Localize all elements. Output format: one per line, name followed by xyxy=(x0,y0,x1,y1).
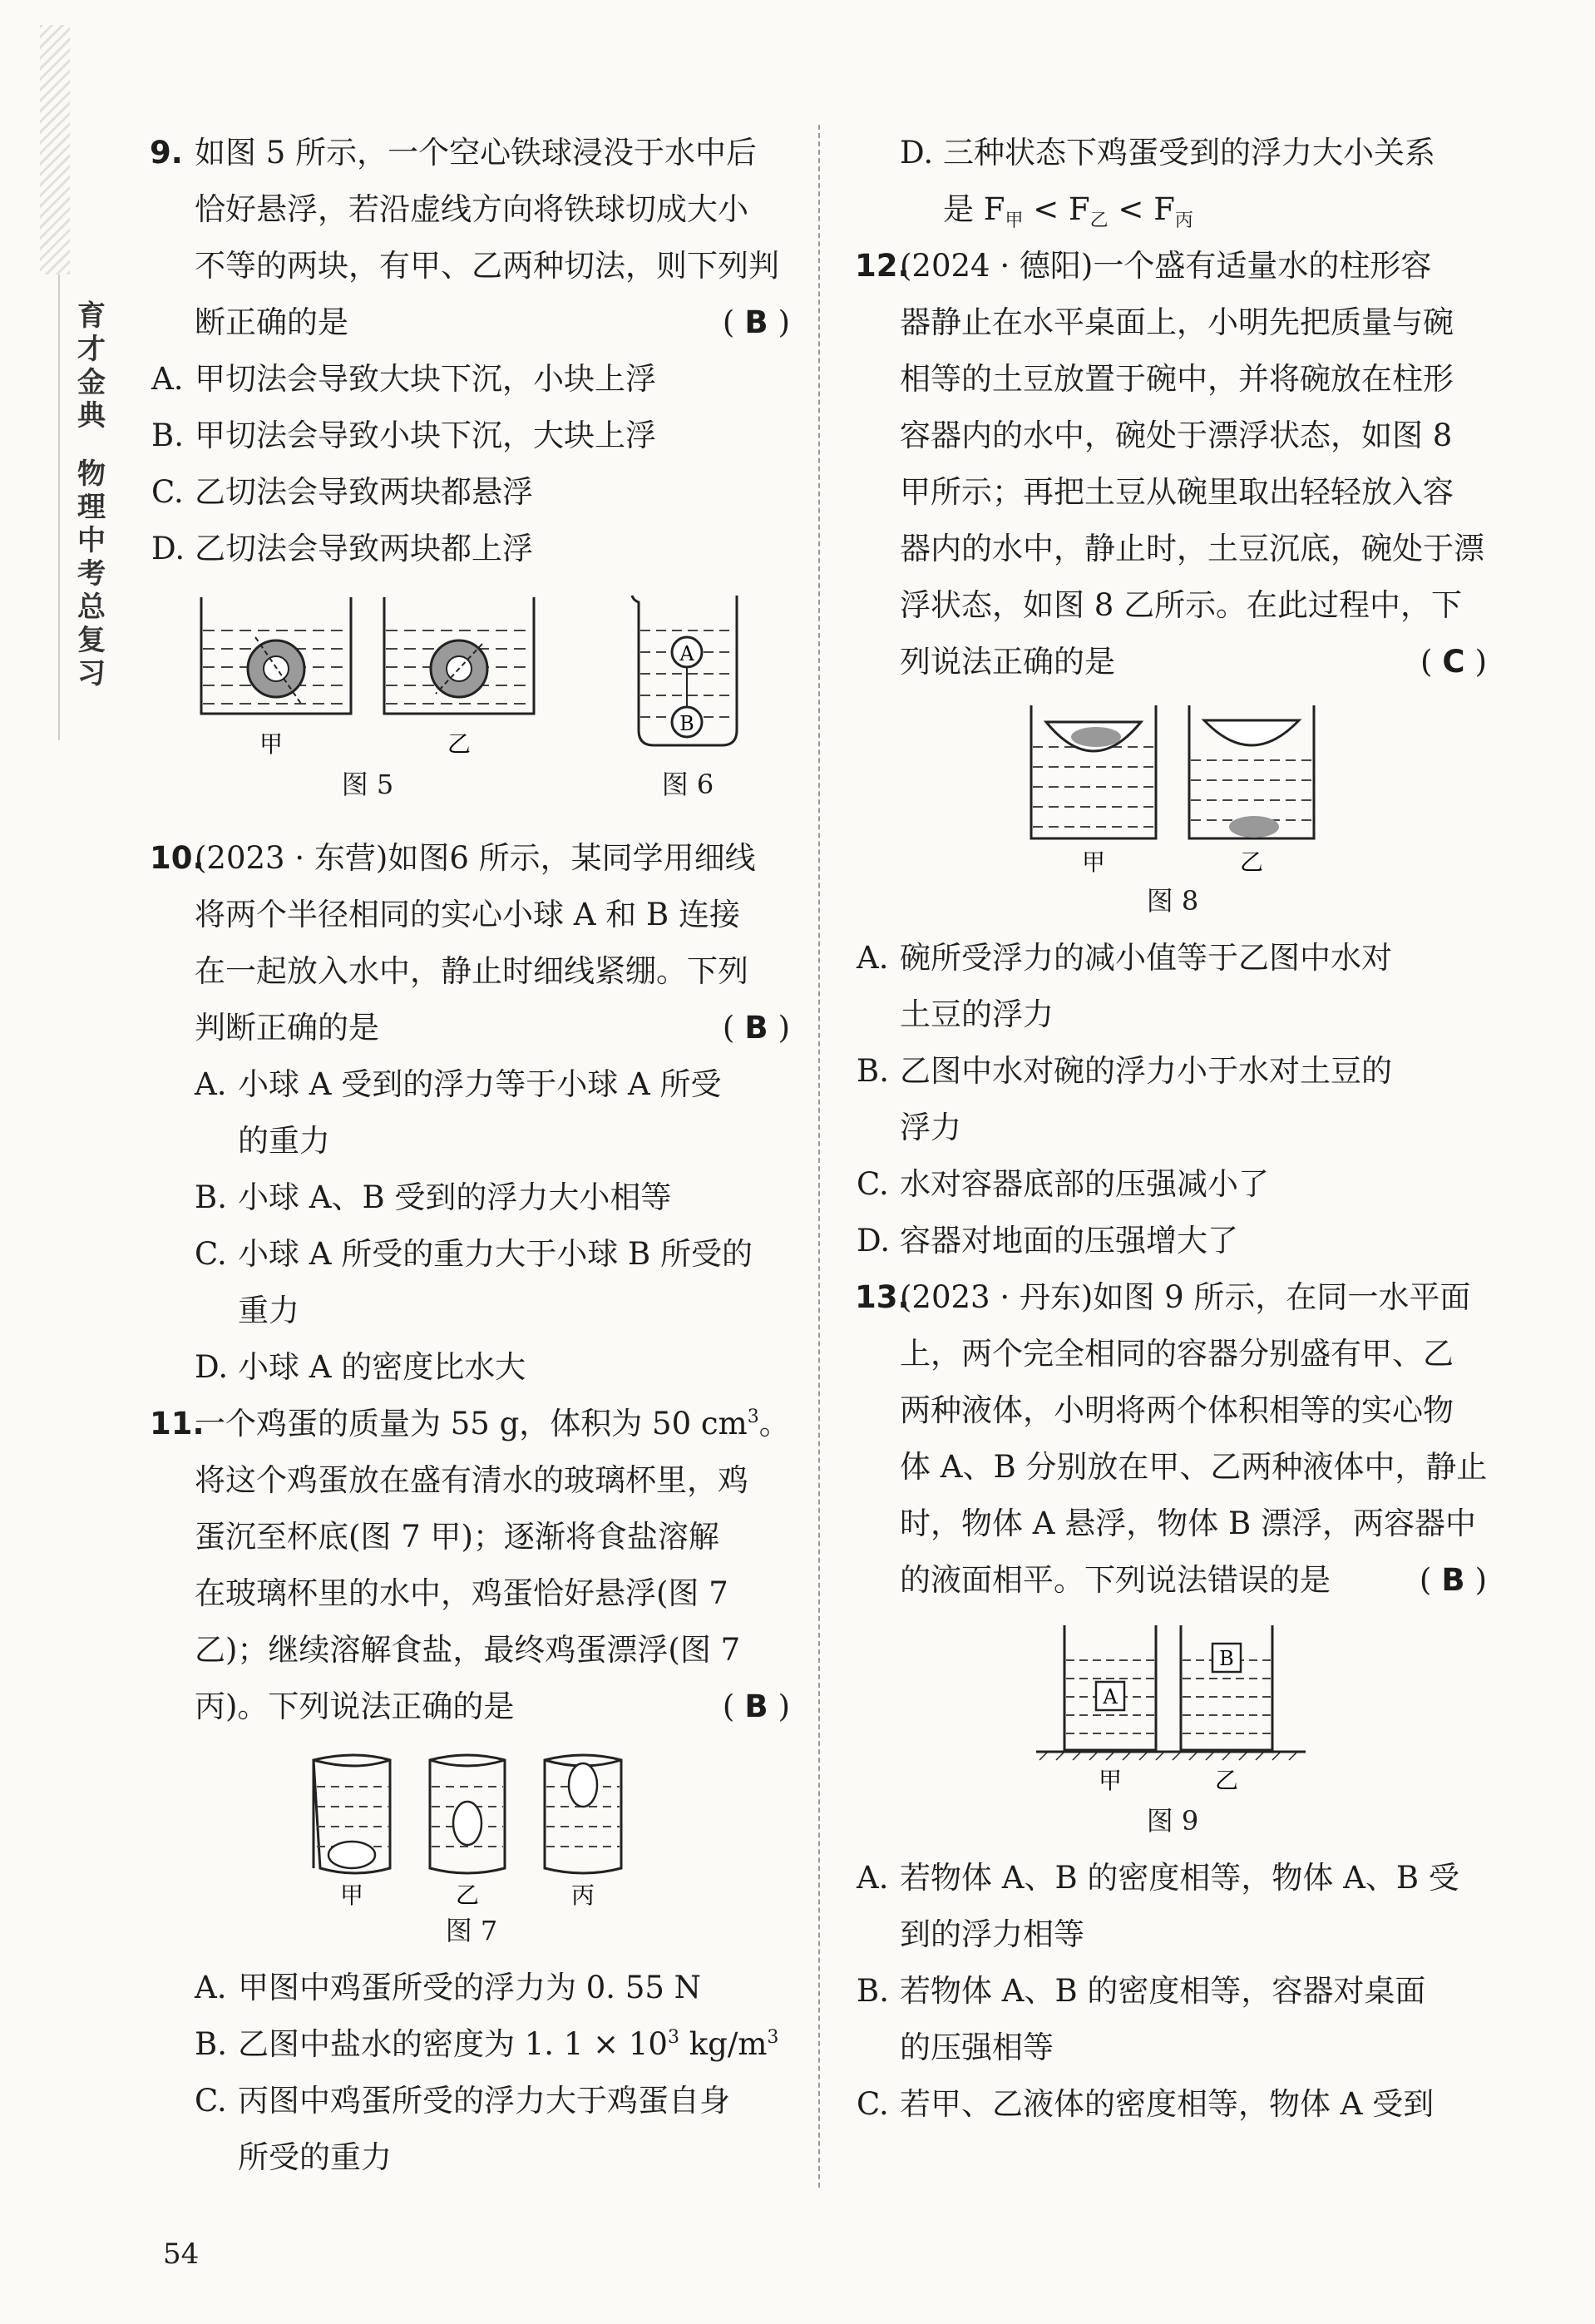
figure-8 xyxy=(857,697,1489,922)
ball-b-label: B xyxy=(679,712,694,735)
question-9: 9. 如图 5 所示，一个空心铁球浸没于水中后 恰好悬浮，若沿虚线方向将铁球切成大小 不等的两块，有甲、乙两种切法，则下列判 断正确的是 ( B ) xyxy=(151,125,792,351)
figure-5-label-b: 乙 xyxy=(447,730,472,758)
option-d: D. 三种状态下鸡蛋受到的浮力大小关系 是 $F_甲 < F_乙 < F_丙$ xyxy=(900,125,1489,238)
option-a: A. 甲切法会导致大块下沉，小块上浮 xyxy=(151,361,656,397)
option-c: C. 乙切法会导致两块都悬浮 xyxy=(151,474,533,510)
ball-a-label: A xyxy=(679,642,694,665)
figure-7-diagram xyxy=(297,1743,646,1910)
option-c: C. 若甲、乙液体的密度相等，物体 A 受到 xyxy=(857,2086,1435,2122)
figure-9-label-b: 乙 xyxy=(1214,1767,1239,1794)
block-a-label: A xyxy=(1103,1685,1118,1708)
right-column xyxy=(857,125,1489,2133)
side-rule xyxy=(58,274,60,740)
option-d: D. 乙切法会导致两块都上浮 xyxy=(151,531,533,566)
figure-9-caption: 图 9 xyxy=(1146,1805,1199,1837)
option-a: A. 若物体 A、B 的密度相等，物体 A、B 受 到的浮力相等 xyxy=(857,1860,1459,1952)
buoyancy-relation: 是 $F_甲 < F_乙 < F_丙$ xyxy=(943,191,1193,231)
figure-5-diagram xyxy=(185,589,551,764)
option-b: B. 若物体 A、B 的密度相等，容器对桌面 的压强相等 xyxy=(857,1973,1426,2065)
answer-bracket: ( B ) xyxy=(722,304,792,340)
figure-8-caption: 图 8 xyxy=(1146,885,1199,917)
question-11: 11. 一个鸡蛋的质量为 55 g，体积为 50 $cm^3$。 将这个鸡蛋放在盛有清水的玻璃杯里，鸡 蛋沉至杯底(图 7 甲)；逐渐将食盐溶解 在玻璃杯里的水中，鸡蛋恰好悬浮(图 7 乙)；继续溶解食盐，最终鸡蛋漂浮(图 7 丙)。下列说法正确的是 ( B ) xyxy=(151,1396,792,1735)
figure-6 xyxy=(617,589,758,805)
figure-5 xyxy=(185,589,551,805)
option-b: B. 乙图中水对碗的浮力小于水对土豆的 浮力 xyxy=(857,1053,1392,1145)
page-number: 54 xyxy=(163,2237,200,2271)
question-10: 10. (2023 · 东营)如图6 所示，某同学用细线 将两个半径相同的实心小球 A 和 B 连接 在一起放入水中，静止时细线紧绷。下列 判断正确的是 ( B ) xyxy=(151,830,792,1056)
figures-5-6 xyxy=(151,589,792,830)
option-c: C. 水对容器底部的压强减小了 xyxy=(857,1166,1269,1202)
figure-7-caption: 图 7 xyxy=(445,1915,498,1946)
figure-7-label-b: 乙 xyxy=(455,1881,480,1909)
question-13: 13. (2023 · 丹东)如图 9 所示，在同一水平面 上，两个完全相同的容器分别盛有甲、乙 两种液体，小明将两个体积相等的实心物 体 A、B 分别放在甲、乙两种液体中，静止 时，物体 A 悬浮，物体 B 漂浮，两容器中 的液面相平。下列说法错误的是 ( B ) xyxy=(857,1269,1489,1609)
figure-9-diagram xyxy=(1031,1617,1314,1800)
left-column xyxy=(151,125,792,2186)
option-b: B. 甲切法会导致小块下沉，大块上浮 xyxy=(151,418,656,453)
figure-6-caption: 图 6 xyxy=(661,769,714,800)
block-b-label: B xyxy=(1219,1647,1234,1670)
figure-7 xyxy=(151,1743,792,1951)
answer-bracket: ( C ) xyxy=(1420,644,1489,680)
book-series-title: 育 才 金 典 物 理 中 考 总 复 习 xyxy=(77,299,106,690)
option-c: C. 丙图中鸡蛋所受的浮力大于鸡蛋自身 所受的重力 xyxy=(195,2083,730,2175)
question-12: 12. (2024 · 德阳)一个盛有适量水的柱形容 器静止在水平桌面上，小明先把质量与碗 相等的土豆放置于碗中，并将碗放在柱形 容器内的水中，碗处于漂浮状态，如图 8 甲所示；再把土豆从碗里取出轻轻放入容 器内的水中，静止时，土豆沉底，碗处于漂 浮状态，如图 8 乙所示。在此过程中，下 列说法正确的是 ( C ) xyxy=(857,238,1489,690)
side-decoration xyxy=(40,25,70,274)
figure-6-diagram xyxy=(617,589,758,764)
figure-7-label-c: 丙 xyxy=(570,1881,595,1909)
column-divider xyxy=(818,125,820,2188)
figure-5-label-a: 甲 xyxy=(259,730,284,758)
option-a: A. 碗所受浮力的减小值等于乙图中水对 土豆的浮力 xyxy=(857,940,1392,1032)
figure-8-label-a: 甲 xyxy=(1081,848,1106,876)
answer-bracket: ( B ) xyxy=(722,1010,792,1046)
option-a: A. 小球 A 受到的浮力等于小球 A 所受 的重力 xyxy=(195,1066,722,1159)
figure-7-label-a: 甲 xyxy=(339,1881,364,1909)
option-b: B. 小球 A、B 受到的浮力大小相等 xyxy=(195,1179,672,1215)
option-d: D. 容器对地面的压强增大了 xyxy=(857,1223,1238,1258)
figure-9 xyxy=(857,1617,1489,1842)
figure-8-diagram xyxy=(1023,697,1322,880)
answer-bracket: ( B ) xyxy=(722,1689,792,1724)
figure-9-label-a: 甲 xyxy=(1098,1767,1123,1794)
option-c: C. 小球 A 所受的重力大于小球 B 所受的 重力 xyxy=(195,1236,753,1328)
answer-bracket: ( B ) xyxy=(1419,1562,1489,1598)
option-a: A. 甲图中鸡蛋所受的浮力为 0. 55 N xyxy=(195,1970,702,2005)
option-b: B. 乙图中盐水的密度为 1. $1 \times 10^3$ $kg/m^3$ xyxy=(195,2026,779,2062)
figure-5-caption: 图 5 xyxy=(341,769,394,800)
figure-8-label-b: 乙 xyxy=(1239,848,1264,876)
option-d: D. 小球 A 的密度比水大 xyxy=(195,1349,526,1385)
